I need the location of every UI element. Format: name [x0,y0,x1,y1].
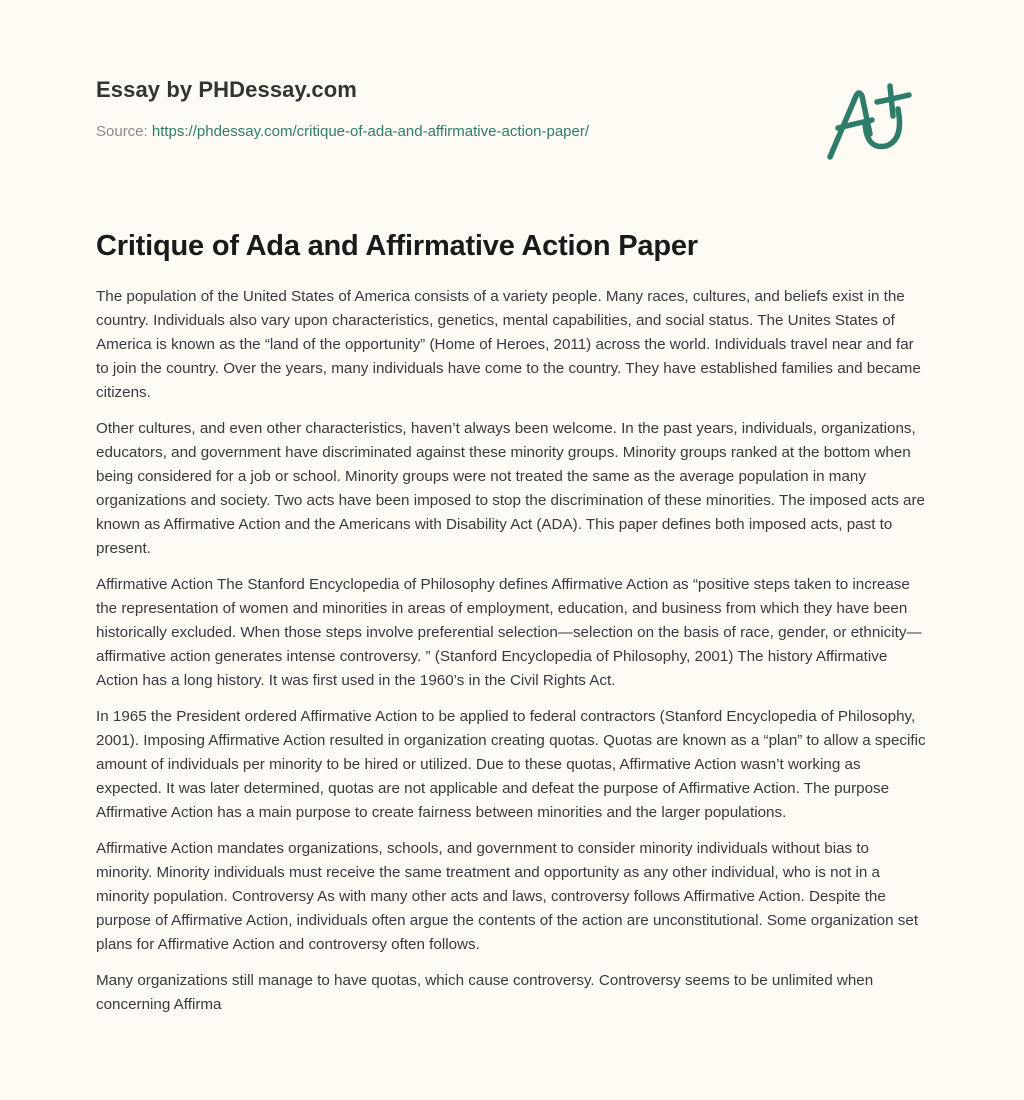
essay-paragraph: Affirmative Action mandates organizations, schools, and government to consider minority individuals without bias to minority. Minority individuals must receive the same treatment and opportunity as any other individual, who is not in a minority population. Controversy As with many other acts and laws, controversy follows Affirmative Action. Despite the purpose of Affirmative Action, individuals often argue the contents of the action are unconstitutional. Some organization set plans for Affirmative Action and controversy often follows. [96,840,919,953]
source-line [96,122,926,142]
source-link[interactable]: https://phdessay.com/critique-of-ada-and-affirmative-action-paper/ [151,123,590,140]
essay-paragraph: Other cultures, and even other characteristics, haven’t always been welcome. In the past years, individuals, organizations, educators, and government have discriminated against these minority groups. Minority groups ranked at the bottom when being considered for a job or school. Minority groups were not treated the same as the average population in many organizations and society. Two acts have been imposed to stop the discrimination of these minorities. The imposed acts are known as Affirmative Action and the Americans with Disability Act (ADA). This paper defines both imposed acts, past to present. [96,420,926,557]
a-plus-grade-icon [820,64,930,164]
essay-paragraph: The population of the United States of America consists of a variety people. Many races, cultures, and beliefs exist in the country. Individuals also vary upon characteristics, genetics, mental capabilities, and social status. The Unites States of America is known as the “land of the opportunity” (Home of Heroes, 2011) across the world. Individuals travel near and far to join the country. Over the years, many individuals have come to the country. They have established families and became citizens. [96,288,921,401]
essay-paragraph: In 1965 the President ordered Affirmative Action to be applied to federal contractors (Stanford Encyclopedia of Philosophy, 2001). Imposing Affirmative Action resulted in organization creating quotas. Quotas are known as a “plan” to allow a specific amount of individuals per minority to be hired or utilized. Due to these quotas, Affirmative Action wasn’t working as expected. It was later determined, quotas are not applicable and defeat the purpose of Affirmative Action. The purpose Affirmative Action has a main purpose to create fairness between minorities and the larger populations. [96,708,926,821]
essay-paragraph: Affirmative Action The Stanford Encyclopedia of Philosophy defines Affirmative Action as “positive steps taken to increase the representation of women and minorities in areas of employment, education, and business from which they have been historically excluded. When those steps involve preferential selection—selection on the basis of race, gender, or ethnicity—affirmative action generates intense controversy. ” (Stanford Encyclopedia of Philosophy, 2001) The history Affirmative Action has a long history. It was first used in the 1960’s in the Civil Rights Act. [96,576,922,689]
page-header [96,76,926,142]
essay-title: Critique of Ada and Affirmative Action Paper [96,230,698,262]
source-label: Source: [96,123,152,140]
brand-title: Essay by PHDessay.com [96,77,357,102]
essay-paragraph: Many organizations still manage to have quotas, which cause controversy. Controversy seems to be unlimited when concerning Affirma [96,972,874,1013]
essay-body [96,285,926,1029]
